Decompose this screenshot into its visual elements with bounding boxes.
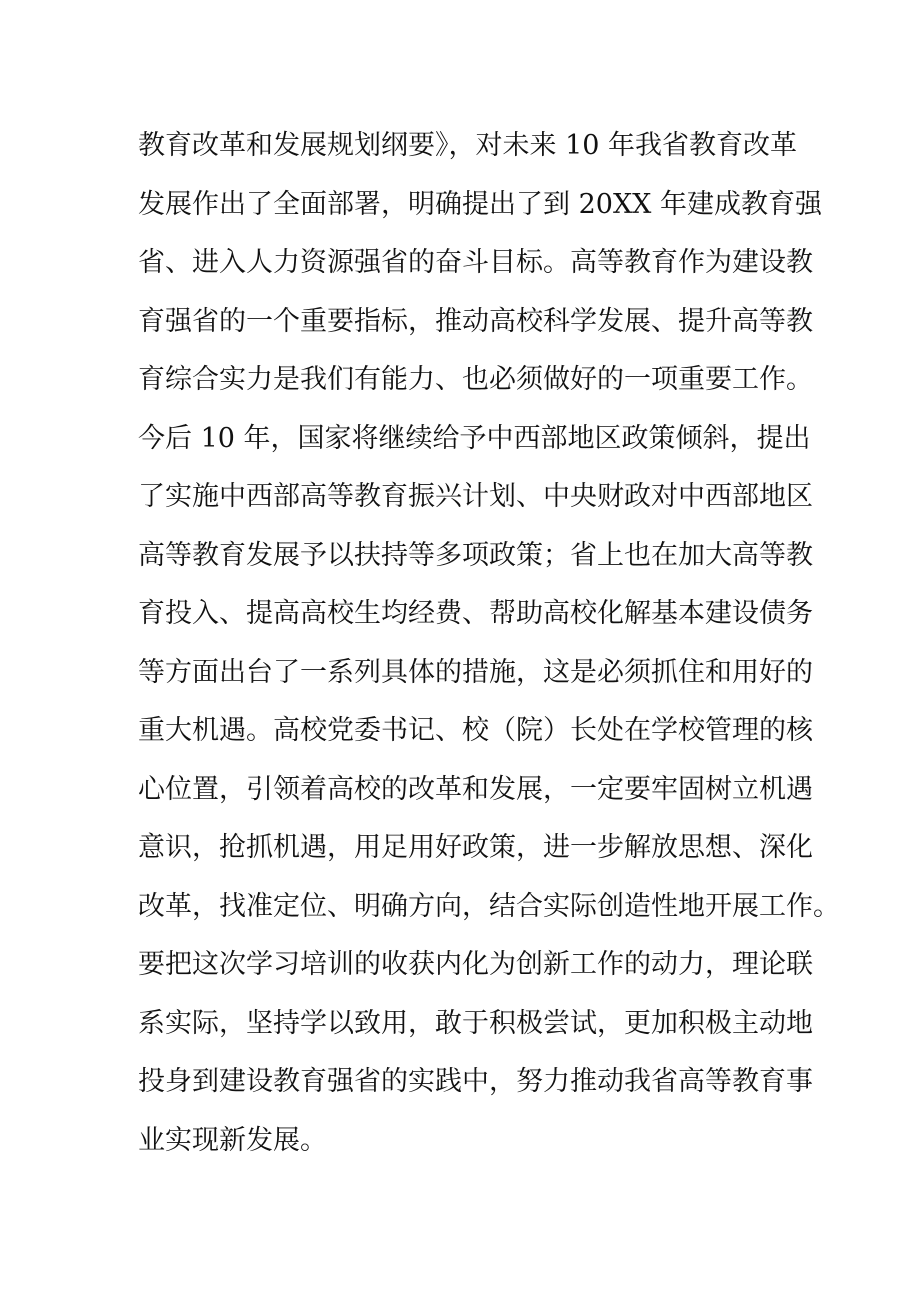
text-line: 改革，找准定位、明确方向，结合实际创造性地开展工作。: [138, 890, 840, 922]
text-line: 育综合实力是我们有能力、也必须做好的一项重要工作。: [138, 364, 813, 395]
text-line: 育投入、提高高校生均经费、帮助高校化解基本建设债务: [138, 598, 813, 629]
text-line: 育强省的一个重要指标，推动高校科学发展、提升高等教: [138, 305, 813, 337]
text-line: 意识，抢抓机遇，用足用好政策，进一步解放思想、深化: [138, 832, 813, 863]
text-line: 投身到建设教育强省的实践中，努力推动我省高等教育事: [138, 1066, 813, 1097]
body-paragraph: [138, 117, 840, 1170]
text-line: 业实现新发展。: [138, 1124, 327, 1156]
text-line: 今后 10 年，国家将继续给予中西部地区政策倾斜，提出: [138, 422, 811, 454]
text-line: 系实际，坚持学以致用，敢于积极尝试，更加积极主动地: [138, 1007, 813, 1039]
text-line: 发展作出了全面部署，明确提出了到 20XX 年建成教育强: [138, 188, 822, 220]
text-line: 等方面出台了一系列具体的措施，这是必须抓住和用好的: [138, 656, 813, 688]
text-line: 省、进入人力资源强省的奋斗目标。高等教育作为建设教: [138, 247, 813, 278]
text-line: 重大机遇。高校党委书记、校（院）长处在学校管理的核: [138, 715, 813, 746]
text-line: 了实施中西部高等教育振兴计划、中央财政对中西部地区: [138, 481, 813, 512]
text-line: 教育改革和发展规划纲要》，对未来 10 年我省教育改革: [138, 130, 798, 161]
text-line: 心位置，引领着高校的改革和发展，一定要牢固树立机遇: [138, 773, 813, 805]
text-line: 高等教育发展予以扶持等多项政策；省上也在加大高等教: [138, 539, 813, 571]
text-line: 要把这次学习培训的收获内化为创新工作的动力，理论联: [138, 949, 813, 980]
